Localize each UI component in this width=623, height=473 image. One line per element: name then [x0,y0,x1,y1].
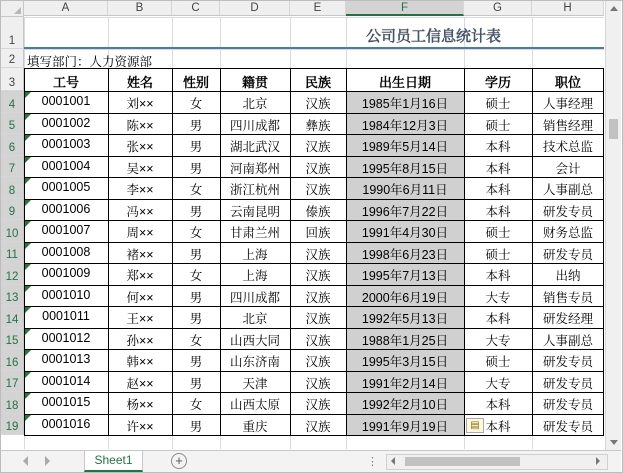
table-cell[interactable]: 河南郑州 [229,162,280,176]
row-number: 15 [5,335,19,347]
row-number: 12 [5,271,19,283]
table-cell[interactable]: 0001013 [41,352,91,366]
table-cell[interactable]: 研发经理 [542,312,593,326]
column-header-a[interactable]: A [24,1,108,16]
row-number: 5 [8,120,16,132]
scroll-left-icon[interactable] [391,457,395,465]
row-number: 1 [8,35,16,47]
table-cell[interactable]: 本科 [485,183,511,197]
row-header-19[interactable] [1,414,24,435]
table-cell[interactable]: 重庆 [242,420,268,434]
number-as-text-warning-icon [25,243,31,249]
header-cell[interactable]: 出生日期 [378,75,431,90]
row-number: 2 [8,54,16,66]
table-row [24,414,604,435]
table-cell[interactable]: 天津 [242,377,268,391]
table-cell[interactable]: 研发专员 [542,205,593,219]
table-cell[interactable]: 男 [189,119,203,133]
table-cell[interactable]: 男 [189,355,203,369]
header-cell[interactable]: 学历 [484,75,511,90]
table-cell[interactable]: 山西大同 [229,334,280,348]
select-all-corner[interactable] [1,1,24,17]
number-as-text-warning-icon [25,200,31,206]
vertical-scrollbar[interactable] [605,1,621,450]
row-number: 19 [5,421,19,433]
table-cell[interactable]: 男 [189,420,203,434]
scroll-down-button[interactable] [606,435,621,450]
number-as-text-warning-icon [25,307,31,313]
table-cell[interactable]: 汉族 [305,355,331,369]
table-cell[interactable]: 北京 [242,312,268,326]
column-header-d[interactable]: D [220,1,290,16]
table-cell[interactable]: 研发专员 [542,355,593,369]
row-header-7[interactable] [1,156,24,177]
row-header-14[interactable] [1,306,24,328]
scroll-up-button[interactable] [606,1,621,16]
table-cell[interactable]: 山东济南 [229,355,280,369]
table-cell[interactable]: 汉族 [305,248,331,262]
number-as-text-warning-icon [25,135,31,141]
table-cell[interactable]: 大专 [485,291,511,305]
table-cell[interactable]: 汉族 [305,420,331,434]
table-cell[interactable]: 大专 [485,334,511,348]
row-number: 16 [5,357,19,369]
table-cell[interactable]: 0001003 [41,137,91,151]
row-number: 17 [5,378,19,390]
table-cell[interactable]: 0001008 [41,245,91,259]
table-cell[interactable]: 0001009 [41,266,91,280]
table-cell[interactable]: 研发专员 [542,398,593,412]
table-cell[interactable]: 1992年5月13日 [361,312,449,326]
table-cell[interactable]: 汉族 [305,398,331,412]
row-number: 7 [8,163,16,175]
row-header-16[interactable] [1,349,24,371]
table-cell[interactable]: 人事副总 [542,183,593,197]
table-cell[interactable]: 本科 [485,140,511,154]
table-cell[interactable]: 云南昆明 [229,205,280,219]
row-header-2[interactable] [1,49,24,68]
number-as-text-warning-icon [25,264,31,270]
row-number: 13 [5,292,19,304]
table-row [24,349,604,371]
table-cell[interactable]: 技术总监 [542,140,593,154]
table-row [24,242,604,263]
header-cell[interactable]: 性别 [182,75,209,90]
table-cell[interactable]: 北京 [242,97,268,111]
table-cell[interactable]: 大专 [485,377,511,391]
table-row [24,392,604,414]
number-as-text-warning-icon [25,393,31,399]
table-cell[interactable]: 汉族 [305,312,331,326]
table-cell[interactable]: 1989年5月14日 [361,140,449,154]
table-cell[interactable]: 出纳 [555,269,581,283]
table-cell[interactable]: 张×× [126,140,154,154]
table-cell[interactable]: 男 [189,312,203,326]
prev-sheet-icon[interactable] [23,456,28,466]
table-cell[interactable]: 何×× [126,291,154,305]
table-cell[interactable]: 杨×× [126,398,154,412]
table-cell[interactable]: 傣族 [305,205,331,219]
scroll-right-icon[interactable] [596,457,600,465]
row-number: 4 [8,99,16,111]
table-cell[interactable]: 男 [189,162,203,176]
table-cell[interactable]: 上海 [242,269,268,283]
table-row [24,220,604,242]
table-cell[interactable]: 硕士 [485,226,511,240]
table-cell[interactable]: 郑×× [126,269,154,283]
table-cell[interactable]: 本科 [485,312,511,326]
table-cell[interactable]: 硕士 [485,119,511,133]
table-cell[interactable]: 0001007 [41,223,91,237]
table-cell[interactable]: 1991年4月30日 [361,226,449,240]
table-cell[interactable]: 刘×× [126,97,154,111]
row-number: 9 [8,206,16,218]
table-cell[interactable]: 1990年6月11日 [362,183,448,197]
table-cell[interactable]: 汉族 [305,269,331,283]
table-cell[interactable]: 男 [189,248,203,262]
table-row [24,134,604,156]
table-row [24,371,604,392]
table-cell[interactable]: 1995年3月15日 [361,355,449,369]
table-cell[interactable]: 销售经理 [542,119,593,133]
horizontal-scroll-thumb[interactable] [405,457,520,466]
table-cell[interactable]: 0001010 [41,288,91,302]
table-cell[interactable]: 1998年6月23日 [361,248,449,262]
department-label: 填写部门：人力资源部 [27,55,153,69]
row-header-15[interactable] [1,328,24,349]
table-cell[interactable]: 研发专员 [542,377,593,391]
table-cell[interactable]: 1992年2月10日 [361,398,449,412]
table-cell[interactable]: 吴×× [126,162,154,176]
table-cell[interactable]: 赵×× [126,377,154,391]
table-cell[interactable]: 0001016 [41,417,91,431]
table-cell[interactable]: 1985年1月16日 [361,97,449,111]
table-cell[interactable]: 韩×× [126,355,154,369]
header-cell[interactable]: 工号 [52,75,79,90]
table-cell[interactable]: 本科 [485,269,511,283]
sheet-tab-bar [1,450,621,472]
table-cell[interactable]: 1995年8月15日 [361,162,449,176]
column-header-f[interactable]: F [346,1,464,16]
row-number: 8 [8,185,16,197]
table-row [24,113,604,134]
row-number: 18 [5,400,19,412]
table-cell[interactable]: 本科 [485,205,511,219]
table-cell[interactable]: 男 [189,205,203,219]
number-as-text-warning-icon [25,114,31,120]
table-row [24,91,604,113]
table-cell[interactable]: 女 [189,183,203,197]
table-cell[interactable]: 汉族 [305,97,331,111]
table-cell[interactable]: 李×× [126,183,154,197]
paste-options-icon[interactable]: ▤ [466,418,484,433]
row-number: 6 [8,142,16,154]
table-cell[interactable]: 会计 [555,162,581,176]
column-header-b[interactable]: B [108,1,172,16]
row-number: 10 [5,228,19,240]
table-cell[interactable]: 销售专员 [542,291,593,305]
table-cell[interactable]: 财务总监 [542,226,593,240]
header-cell[interactable]: 民族 [304,75,331,90]
number-as-text-warning-icon [25,415,31,421]
next-sheet-icon[interactable] [45,456,50,466]
row-header-17[interactable] [1,371,24,392]
table-cell[interactable]: 周×× [126,226,154,240]
sheet-title: 公司员工信息统计表 [366,28,502,45]
table-row [24,306,604,328]
horizontal-scrollbar[interactable] [386,454,608,470]
number-as-text-warning-icon [25,92,31,98]
table-row [24,285,604,306]
gridline-h [24,17,604,18]
column-header-c[interactable]: C [172,1,220,16]
table-cell[interactable]: 回族 [305,226,331,240]
table-cell[interactable]: 女 [189,97,203,111]
sheet-tab-sheet1[interactable]: Sheet1 [84,451,143,472]
number-as-text-warning-icon [25,329,31,335]
table-cell[interactable]: 汉族 [305,183,331,197]
table-cell[interactable]: 1991年2月14日 [361,377,449,391]
table-cell[interactable]: 0001001 [41,94,91,108]
table-cell[interactable]: 0001012 [41,331,91,345]
table-cell[interactable]: 汉族 [305,140,331,154]
row-header-13[interactable] [1,285,24,306]
table-cell[interactable]: 0001011 [42,309,90,323]
table-cell[interactable]: 硕士 [485,97,511,111]
table-cell[interactable]: 王×× [126,312,154,326]
table-row [24,328,604,349]
table-cell[interactable]: 1984年12月3日 [361,119,449,133]
table-cell[interactable]: 汉族 [305,377,331,391]
header-cell[interactable]: 籍贯 [241,75,268,90]
table-cell[interactable]: 女 [189,226,203,240]
row-number: 14 [5,314,19,326]
table-cell[interactable]: 1996年7月22日 [361,205,449,219]
row-header-5[interactable] [1,113,24,134]
table-cell[interactable]: 2000年6月19日 [361,291,449,305]
title-underline [24,47,604,49]
number-as-text-warning-icon [25,178,31,184]
table-cell[interactable]: 男 [189,291,203,305]
table-cell[interactable]: 女 [189,398,203,412]
row-header-8[interactable] [1,177,24,199]
table-cell[interactable]: 甘肃兰州 [229,226,280,240]
vertical-scroll-thumb[interactable] [609,119,618,139]
table-cell[interactable]: 本科 [485,398,511,412]
row-header-4[interactable] [1,91,24,113]
number-as-text-warning-icon [25,350,31,356]
table-cell[interactable]: 彝族 [305,119,331,133]
table-row [24,199,604,220]
table-cell[interactable]: 四川成都 [229,119,280,133]
table-cell[interactable]: 人事经理 [542,97,593,111]
table-cell[interactable]: 本科 [485,420,511,434]
table-cell[interactable]: 浙江杭州 [229,183,280,197]
table-cell[interactable]: 0001004 [41,159,91,173]
table-cell[interactable]: 孙×× [126,334,154,348]
row-header-12[interactable] [1,263,24,285]
table-cell[interactable]: 上海 [242,248,268,262]
table-cell[interactable]: 男 [189,377,203,391]
table-cell[interactable]: 陈×× [126,119,154,133]
number-as-text-warning-icon [25,372,31,378]
table-cell[interactable]: 0001015 [41,395,91,409]
row-header-18[interactable] [1,392,24,414]
table-cell[interactable]: 人事副总 [542,334,593,348]
table-cell[interactable]: 女 [189,334,203,348]
table-cell[interactable]: 冯×× [126,205,154,219]
row-header-1[interactable] [1,17,24,49]
table-cell[interactable]: 0001005 [41,180,91,194]
table-cell[interactable]: 四川成都 [229,291,280,305]
table-cell[interactable]: 0001014 [41,374,91,388]
add-sheet-button[interactable]: + [171,453,187,469]
table-row [24,177,604,199]
number-as-text-warning-icon [25,286,31,292]
row-header-11[interactable] [1,242,24,263]
row-header-10[interactable] [1,220,24,242]
table-cell[interactable]: 汉族 [305,334,331,348]
table-cell[interactable]: 硕士 [485,355,511,369]
row-number: 3 [8,77,16,89]
table-border-h [24,435,604,436]
column-header-h[interactable]: H [532,1,604,16]
table-row [24,263,604,285]
column-header-g[interactable]: G [464,1,532,16]
table-cell[interactable]: 硕士 [485,248,511,262]
column-header-e[interactable]: E [290,1,346,16]
table-cell[interactable]: 研发专员 [542,420,593,434]
gridline-h [24,49,604,50]
table-cell[interactable]: 1988年1月25日 [361,334,449,348]
table-cell[interactable]: 0001002 [41,116,91,130]
table-cell[interactable]: 许×× [126,420,154,434]
header-cell[interactable]: 姓名 [126,75,153,90]
row-header-9[interactable] [1,199,24,220]
table-cell[interactable]: 汉族 [305,291,331,305]
row-number: 11 [6,249,18,261]
table-cell[interactable]: 汉族 [305,162,331,176]
header-cell[interactable]: 职位 [554,75,581,90]
worksheet-grid[interactable] [24,17,604,449]
table-cell[interactable]: 男 [189,140,203,154]
table-row [24,156,604,177]
table-cell[interactable]: 1991年9月19日 [361,420,449,434]
table-cell[interactable]: 女 [189,269,203,283]
table-cell[interactable]: 湖北武汉 [229,140,280,154]
row-header-6[interactable] [1,134,24,156]
table-cell[interactable]: 褚×× [126,248,154,262]
row-header-3[interactable] [1,68,24,91]
table-cell[interactable]: 研发专员 [542,248,593,262]
tab-split-handle[interactable]: ⋮ [367,456,378,468]
number-as-text-warning-icon [25,157,31,163]
table-cell[interactable]: 山西太原 [229,398,280,412]
table-cell[interactable]: 本科 [485,162,511,176]
table-cell[interactable]: 0001006 [41,202,91,216]
number-as-text-warning-icon [25,221,31,227]
table-cell[interactable]: 1995年7月13日 [361,269,449,283]
